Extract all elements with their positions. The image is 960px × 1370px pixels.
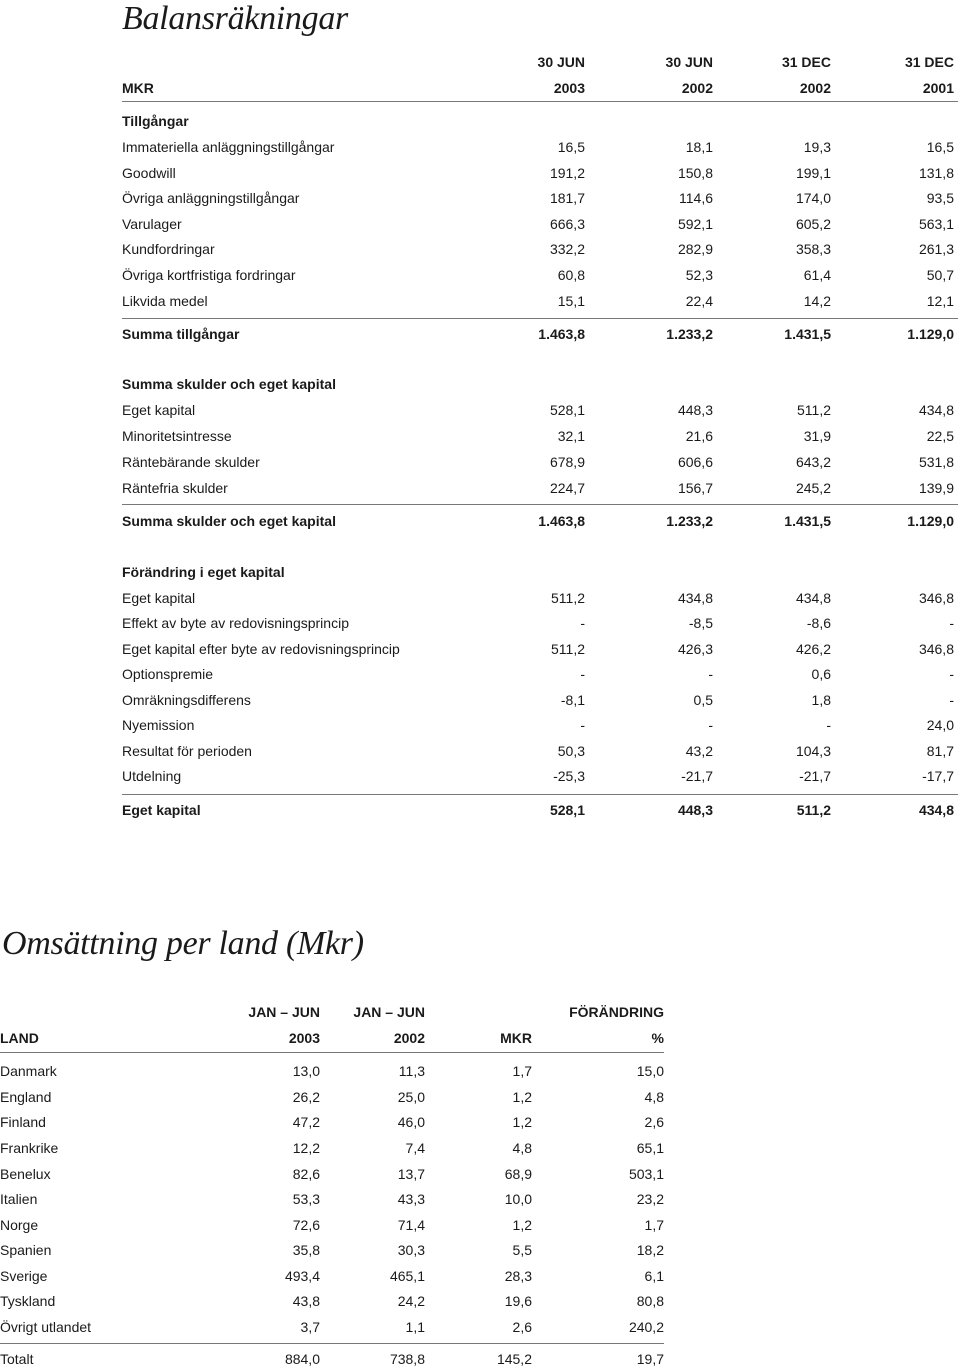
- cell-value: 50,3: [557, 743, 585, 759]
- total-row: [122, 510, 958, 532]
- cell-value: 1.463,8: [538, 513, 585, 529]
- row-label: Benelux: [0, 1166, 51, 1182]
- cell-value: 61,4: [803, 267, 831, 283]
- cell-value: 156,7: [677, 480, 713, 496]
- cell-value: 104,3: [795, 743, 831, 759]
- row-label: Immateriella anläggningstillgångar: [122, 139, 335, 155]
- cell-value: 224,7: [549, 480, 585, 496]
- unit-label: MKR: [122, 80, 154, 96]
- cell-value: 678,9: [549, 454, 585, 470]
- unit-label: LAND: [0, 1030, 39, 1046]
- table-row: [122, 638, 958, 660]
- cell-value: 13,7: [397, 1166, 425, 1182]
- cell-value: -: [826, 717, 831, 733]
- cell-value: -21,7: [799, 768, 831, 784]
- cell-value: 1,1: [405, 1319, 425, 1335]
- row-label: Danmark: [0, 1063, 57, 1079]
- cell-value: 592,1: [677, 216, 713, 232]
- sales-by-country-title: Omsättning per land (Mkr): [2, 925, 364, 962]
- row-label: Övriga kortfristiga fordringar: [122, 267, 296, 283]
- cell-value: 14,2: [803, 293, 831, 309]
- header-row-periods: [0, 1001, 664, 1023]
- cell-value: 150,8: [677, 165, 713, 181]
- cell-value: 448,3: [677, 402, 713, 418]
- cell-value: 71,4: [397, 1217, 425, 1233]
- cell-value: 31,9: [803, 428, 831, 444]
- cell-value: 181,7: [549, 190, 585, 206]
- row-label: Goodwill: [122, 165, 176, 181]
- cell-value: 1.233,2: [666, 513, 713, 529]
- table-row: [0, 1188, 664, 1210]
- table-row: [122, 238, 958, 260]
- cell-value: 1.129,0: [907, 513, 954, 529]
- row-label: Räntefria skulder: [122, 480, 228, 496]
- table-row: [0, 1316, 664, 1338]
- cell-value: 25,0: [397, 1089, 425, 1105]
- cell-value: 1,8: [811, 692, 831, 708]
- header-row-years: [122, 77, 958, 99]
- cell-value: 2,6: [644, 1114, 664, 1130]
- cell-value: 1.233,2: [666, 326, 713, 342]
- cell-value: 23,2: [636, 1191, 664, 1207]
- section-heading-liabilities: [122, 373, 958, 395]
- cell-value: 35,8: [292, 1242, 320, 1258]
- cell-value: 26,2: [292, 1089, 320, 1105]
- total-divider: [122, 318, 958, 319]
- cell-value: 81,7: [926, 743, 954, 759]
- row-label: Finland: [0, 1114, 46, 1130]
- cell-value: 346,8: [918, 641, 954, 657]
- cell-value: 240,2: [628, 1319, 664, 1335]
- cell-value: -8,6: [806, 615, 831, 631]
- table-row: [122, 612, 958, 634]
- cell-value: 6,1: [644, 1268, 664, 1284]
- table-row: [122, 187, 958, 209]
- cell-value: 30,3: [397, 1242, 425, 1258]
- total-divider: [122, 504, 958, 505]
- table-row: [0, 1163, 664, 1185]
- row-label: Frankrike: [0, 1140, 59, 1156]
- cell-value: 434,8: [795, 590, 831, 606]
- cell-value: 43,2: [685, 743, 713, 759]
- cell-value: 738,8: [389, 1351, 425, 1367]
- total-divider: [0, 1343, 664, 1344]
- cell-value: 0,6: [811, 666, 831, 682]
- cell-value: 434,8: [918, 802, 954, 818]
- row-label: Norge: [0, 1217, 39, 1233]
- cell-value: -25,3: [553, 768, 585, 784]
- cell-value: 511,2: [797, 402, 831, 418]
- cell-value: 3,7: [300, 1319, 320, 1335]
- cell-value: 1,2: [512, 1114, 532, 1130]
- balance-sheet-title: Balansräkningar: [122, 0, 348, 37]
- cell-value: 10,0: [504, 1191, 532, 1207]
- table-row: [122, 162, 958, 184]
- cell-value: 434,8: [918, 402, 954, 418]
- cell-value: 7,4: [405, 1140, 425, 1156]
- cell-value: 511,2: [551, 641, 585, 657]
- cell-value: 60,8: [557, 267, 585, 283]
- table-row: [122, 765, 958, 787]
- cell-value: 199,1: [795, 165, 831, 181]
- column-header-year: 2003: [288, 1030, 320, 1046]
- cell-value: 1,7: [512, 1063, 532, 1079]
- cell-value: 605,2: [795, 216, 831, 232]
- cell-value: 4,8: [512, 1140, 532, 1156]
- header-row-dates: [122, 51, 958, 73]
- column-header-change: FÖRÄNDRING: [569, 1004, 664, 1020]
- cell-value: 4,8: [644, 1089, 664, 1105]
- cell-value: 43,8: [292, 1293, 320, 1309]
- row-label: Nyemission: [122, 717, 195, 733]
- cell-value: 528,1: [549, 802, 585, 818]
- row-label: Räntebärande skulder: [122, 454, 260, 470]
- cell-value: 16,5: [557, 139, 585, 155]
- cell-value: 1,2: [512, 1217, 532, 1233]
- section-heading-text: Förändring i eget kapital: [122, 564, 285, 580]
- cell-value: 19,3: [803, 139, 831, 155]
- table-row: [122, 290, 958, 312]
- column-header-year: 2002: [799, 80, 831, 96]
- cell-value: 358,3: [795, 241, 831, 257]
- cell-value: -8,1: [560, 692, 585, 708]
- cell-value: -: [580, 615, 585, 631]
- row-label: Tyskland: [0, 1293, 56, 1309]
- section-heading-assets: [122, 110, 958, 132]
- cell-value: 19,7: [636, 1351, 664, 1367]
- row-label: Omräkningsdifferens: [122, 692, 251, 708]
- cell-value: 531,8: [918, 454, 954, 470]
- row-label: Effekt av byte av redovisningsprincip: [122, 615, 349, 631]
- total-divider: [122, 794, 958, 795]
- cell-value: 32,1: [557, 428, 585, 444]
- column-header-date: 31 DEC: [781, 54, 831, 70]
- section-heading-text: Tillgångar: [122, 113, 189, 129]
- cell-value: -8,5: [688, 615, 713, 631]
- cell-value: 1.431,5: [784, 513, 831, 529]
- column-header-mkr: MKR: [500, 1030, 532, 1046]
- row-label: Eget kapital: [122, 590, 196, 606]
- header-divider: [0, 1052, 664, 1053]
- table-row: [122, 264, 958, 286]
- column-header-date: 30 JUN: [537, 54, 585, 70]
- cell-value: 93,5: [926, 190, 954, 206]
- table-row: [0, 1137, 664, 1159]
- table-row: [122, 714, 958, 736]
- table-row: [0, 1239, 664, 1261]
- column-header-date: 30 JUN: [665, 54, 713, 70]
- table-row: [122, 587, 958, 609]
- row-label: Summa skulder och eget kapital: [122, 513, 336, 529]
- cell-value: 16,5: [926, 139, 954, 155]
- row-label: Varulager: [122, 216, 182, 232]
- cell-value: -: [580, 666, 585, 682]
- row-label: Utdelning: [122, 768, 182, 784]
- cell-value: 18,2: [636, 1242, 664, 1258]
- cell-value: 52,3: [685, 267, 713, 283]
- cell-value: 245,2: [795, 480, 831, 496]
- table-row: [122, 451, 958, 473]
- cell-value: 511,2: [551, 590, 585, 606]
- cell-value: 5,5: [512, 1242, 532, 1258]
- row-label: Eget kapital: [122, 802, 201, 818]
- cell-value: 2,6: [512, 1319, 532, 1335]
- row-label: Eget kapital efter byte av redovisningsprincip: [122, 641, 400, 657]
- total-row: [122, 799, 958, 821]
- cell-value: 82,6: [292, 1166, 320, 1182]
- cell-value: 15,1: [557, 293, 585, 309]
- column-header-period: JAN – JUN: [248, 1004, 320, 1020]
- cell-value: 426,2: [795, 641, 831, 657]
- cell-value: -: [580, 717, 585, 733]
- cell-value: 643,2: [795, 454, 831, 470]
- cell-value: -: [949, 666, 954, 682]
- cell-value: 47,2: [292, 1114, 320, 1130]
- cell-value: 145,2: [496, 1351, 532, 1367]
- table-row: [122, 136, 958, 158]
- cell-value: 65,1: [636, 1140, 664, 1156]
- cell-value: 666,3: [549, 216, 585, 232]
- row-label: Italien: [0, 1191, 38, 1207]
- row-label: Sverige: [0, 1268, 48, 1284]
- table-row: [122, 663, 958, 685]
- cell-value: 80,8: [636, 1293, 664, 1309]
- cell-value: 53,3: [292, 1191, 320, 1207]
- cell-value: 346,8: [918, 590, 954, 606]
- cell-value: 68,9: [504, 1166, 532, 1182]
- cell-value: 114,6: [679, 190, 713, 206]
- header-row-sub: [0, 1027, 664, 1049]
- cell-value: 261,3: [918, 241, 954, 257]
- table-row: [0, 1265, 664, 1287]
- cell-value: -: [949, 615, 954, 631]
- column-header-date: 31 DEC: [904, 54, 954, 70]
- cell-value: 448,3: [677, 802, 713, 818]
- cell-value: 1.129,0: [907, 326, 954, 342]
- cell-value: 19,6: [504, 1293, 532, 1309]
- cell-value: 46,0: [397, 1114, 425, 1130]
- cell-value: 1.431,5: [784, 326, 831, 342]
- table-row: [0, 1086, 664, 1108]
- column-header-year: 2001: [922, 80, 954, 96]
- cell-value: -: [949, 692, 954, 708]
- table-row: [122, 425, 958, 447]
- cell-value: 50,7: [926, 267, 954, 283]
- cell-value: 0,5: [693, 692, 713, 708]
- cell-value: 503,1: [628, 1166, 664, 1182]
- row-label: Eget kapital: [122, 402, 196, 418]
- cell-value: 21,6: [685, 428, 713, 444]
- cell-value: 139,9: [918, 480, 954, 496]
- cell-value: -: [708, 666, 713, 682]
- section-heading-text: Summa skulder och eget kapital: [122, 376, 336, 392]
- table-row: [122, 689, 958, 711]
- cell-value: 606,6: [677, 454, 713, 470]
- table-row: [122, 477, 958, 499]
- total-row: [0, 1348, 664, 1370]
- table-row: [122, 399, 958, 421]
- cell-value: 434,8: [677, 590, 713, 606]
- row-label: Optionspremie: [122, 666, 214, 682]
- cell-value: 43,3: [397, 1191, 425, 1207]
- row-label: Övriga anläggningstillgångar: [122, 190, 300, 206]
- cell-value: -21,7: [681, 768, 713, 784]
- row-label: Totalt: [0, 1351, 34, 1367]
- column-header-year: 2002: [681, 80, 713, 96]
- row-label: Likvida medel: [122, 293, 208, 309]
- column-header-year: 2002: [393, 1030, 425, 1046]
- row-label: Minoritetsintresse: [122, 428, 232, 444]
- cell-value: 174,0: [795, 190, 831, 206]
- row-label: Resultat för perioden: [122, 743, 252, 759]
- header-divider: [122, 101, 958, 102]
- table-row: [122, 213, 958, 235]
- cell-value: 28,3: [504, 1268, 532, 1284]
- cell-value: -: [708, 717, 713, 733]
- table-row: [0, 1214, 664, 1236]
- row-label: Spanien: [0, 1242, 52, 1258]
- cell-value: 12,1: [926, 293, 954, 309]
- cell-value: 1,2: [512, 1089, 532, 1105]
- cell-value: -17,7: [922, 768, 954, 784]
- cell-value: 191,2: [549, 165, 585, 181]
- table-row: [0, 1290, 664, 1312]
- cell-value: 18,1: [685, 139, 713, 155]
- total-row: [122, 323, 958, 345]
- cell-value: 13,0: [292, 1063, 320, 1079]
- cell-value: 22,4: [685, 293, 713, 309]
- row-label: England: [0, 1089, 52, 1105]
- cell-value: 884,0: [284, 1351, 320, 1367]
- cell-value: 528,1: [549, 402, 585, 418]
- row-label: Summa tillgångar: [122, 326, 240, 342]
- row-label: Kundfordringar: [122, 241, 215, 257]
- cell-value: 131,8: [918, 165, 954, 181]
- cell-value: 11,3: [398, 1063, 425, 1079]
- column-header-period: JAN – JUN: [353, 1004, 425, 1020]
- cell-value: 24,2: [397, 1293, 425, 1309]
- table-row: [0, 1111, 664, 1133]
- table-row: [122, 740, 958, 762]
- cell-value: 282,9: [677, 241, 713, 257]
- cell-value: 465,1: [389, 1268, 425, 1284]
- table-row: [0, 1060, 664, 1082]
- cell-value: 22,5: [926, 428, 954, 444]
- cell-value: 426,3: [677, 641, 713, 657]
- cell-value: 1,7: [644, 1217, 664, 1233]
- section-heading-equity-change: [122, 561, 958, 583]
- cell-value: 12,2: [292, 1140, 320, 1156]
- cell-value: 72,6: [292, 1217, 320, 1233]
- cell-value: 24,0: [926, 717, 954, 733]
- row-label: Övrigt utlandet: [0, 1319, 92, 1335]
- cell-value: 563,1: [918, 216, 954, 232]
- cell-value: 493,4: [284, 1268, 320, 1284]
- cell-value: 332,2: [549, 241, 585, 257]
- cell-value: 1.463,8: [538, 326, 585, 342]
- column-header-year: 2003: [553, 80, 585, 96]
- column-header-percent: %: [651, 1030, 664, 1046]
- cell-value: 15,0: [636, 1063, 664, 1079]
- cell-value: 511,2: [796, 802, 831, 818]
